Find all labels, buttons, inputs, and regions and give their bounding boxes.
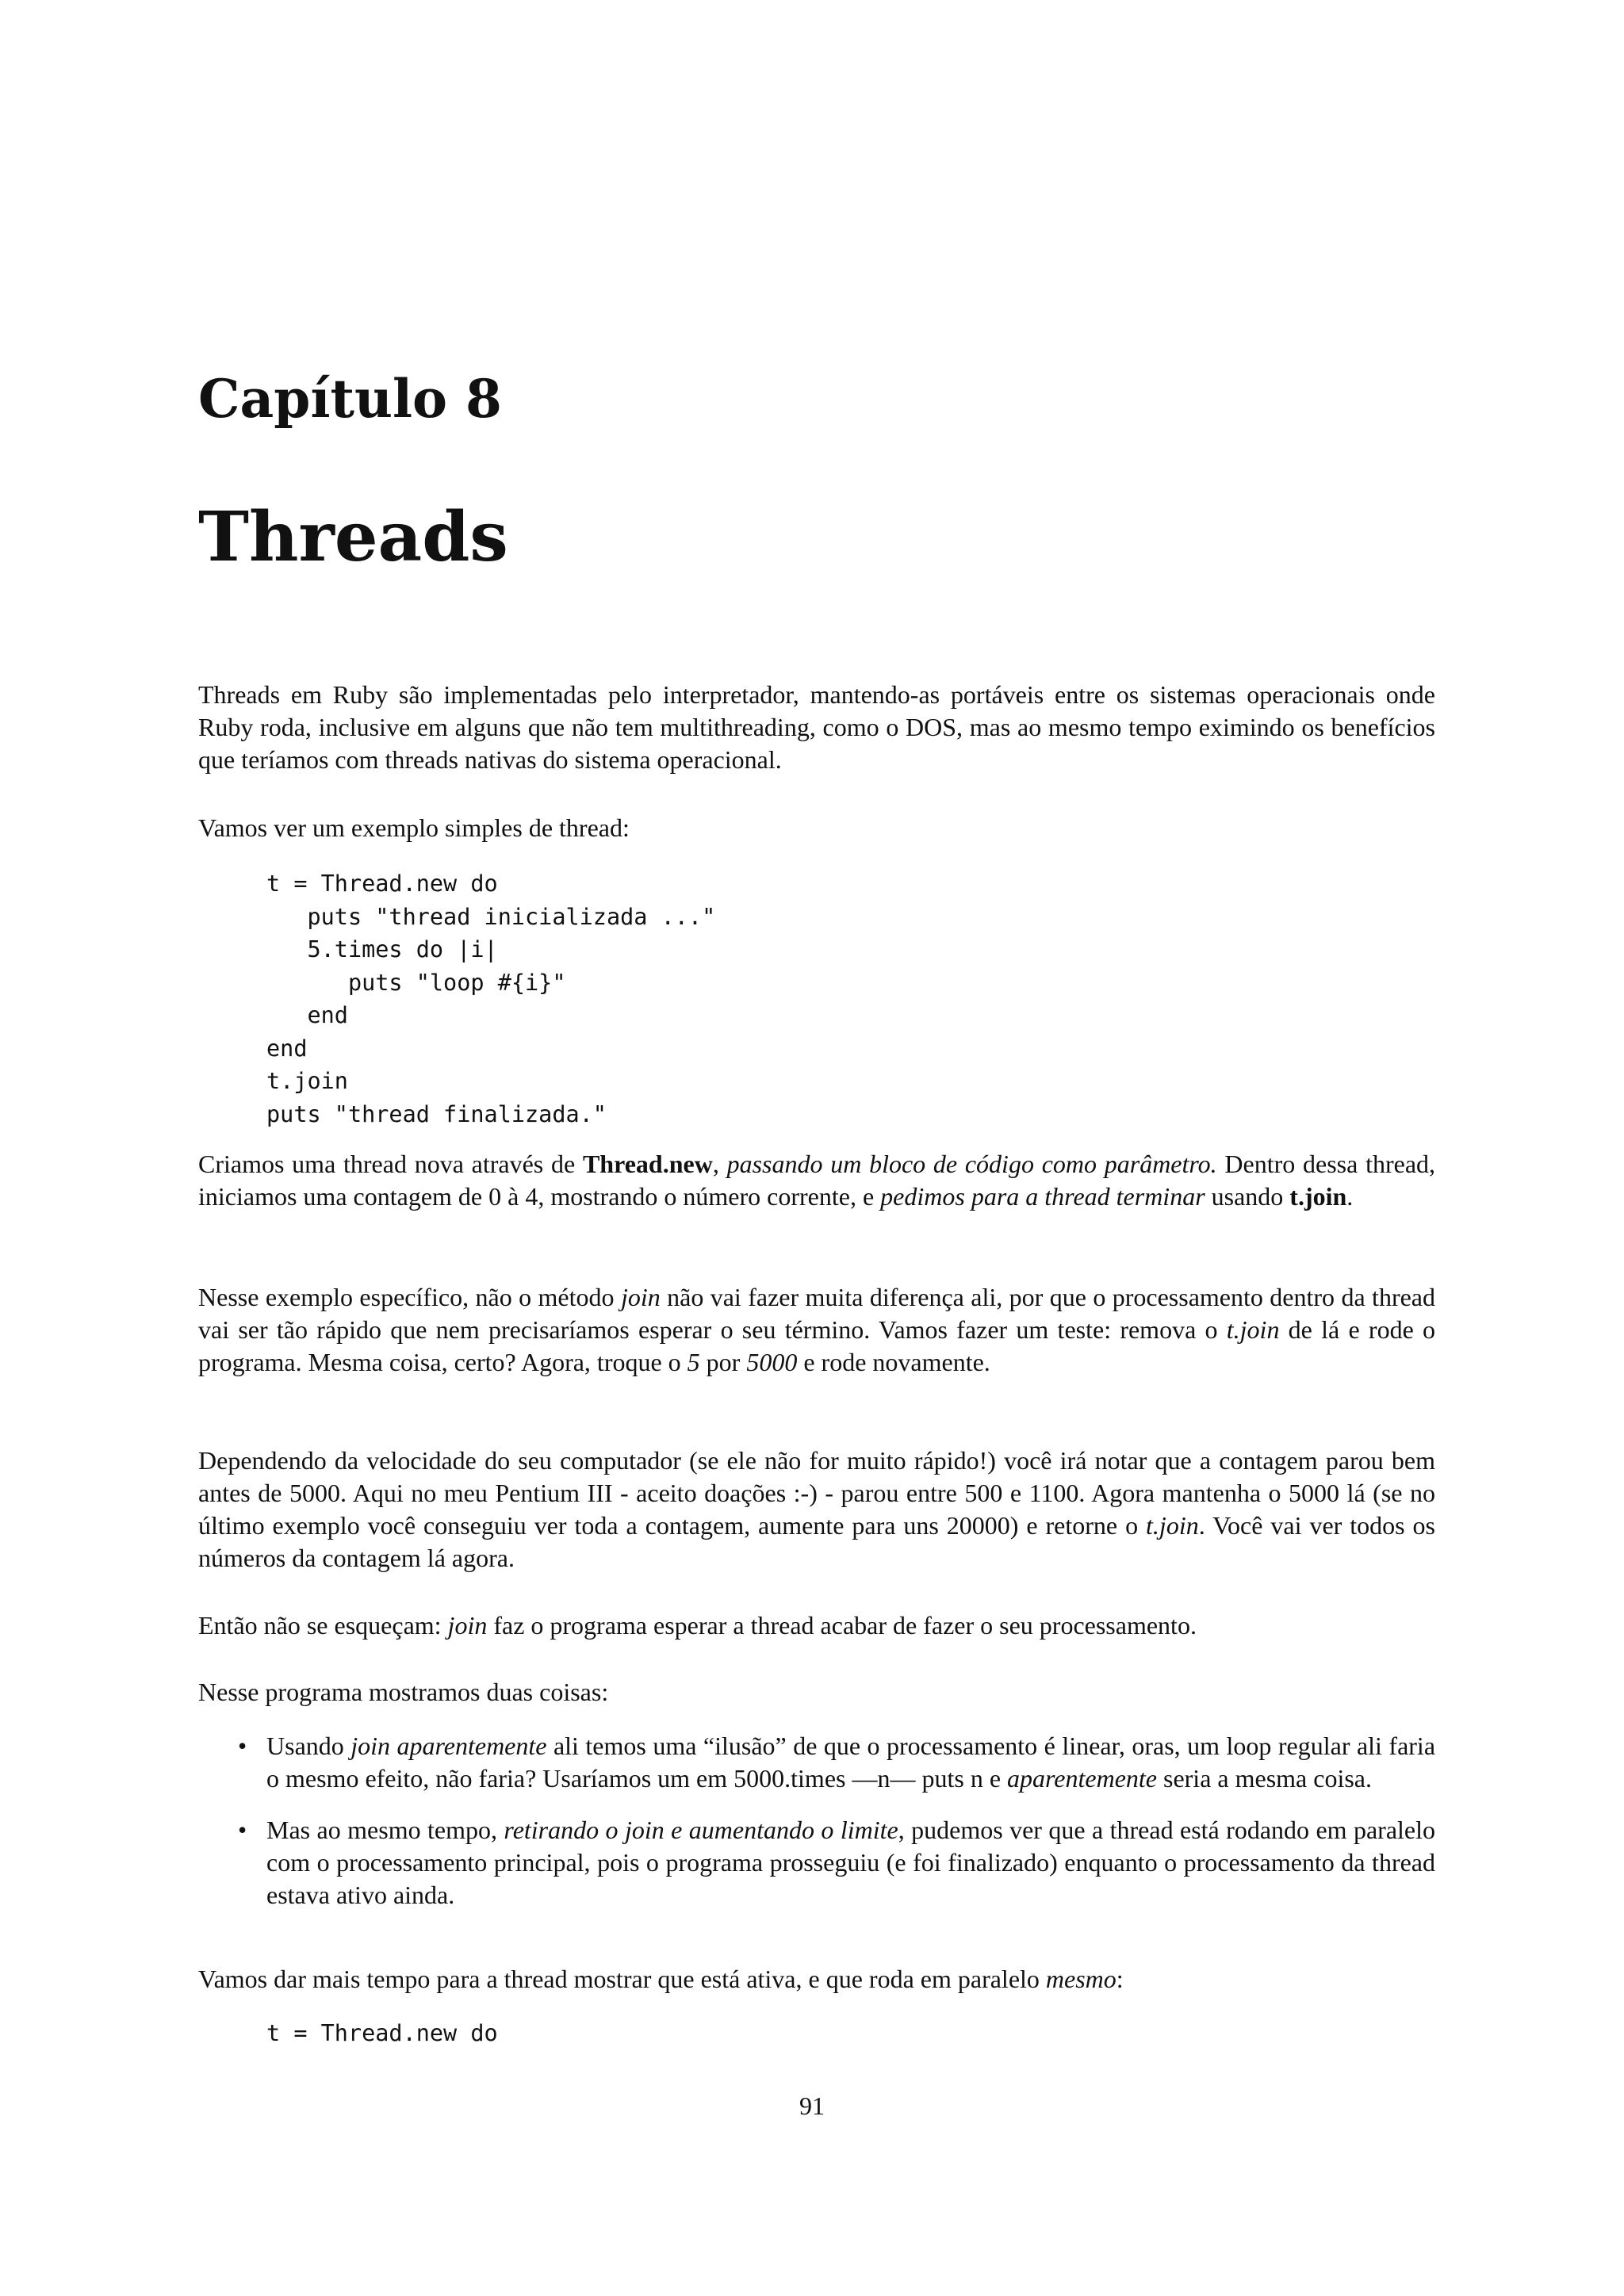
page-number: 91: [799, 2091, 825, 2120]
emphasis-text: 5: [687, 1348, 700, 1376]
text-run: Criamos uma thread nova através de: [198, 1150, 583, 1178]
text-run: Dependendo da velocidade do seu computador (se ele não for muito rápido!) você irá notar que a contagem parou bem antes de 5000. Aqui no meu Pentium III - aceito doações :-) - parou entre 500 e 1100. Agora mantenha o 5000 lá (se no último exemplo você conseguiu ver toda a contagem, aumente para uns 20000) e retorne o: [198, 1446, 1435, 1540]
bullet-list: [198, 1730, 1435, 1931]
text-run: . Você vai ver todos os números da contagem lá agora.: [198, 1511, 1436, 1572]
emphasis-text: aparentemente: [1007, 1764, 1157, 1793]
example-intro-paragraph: Vamos ver um exemplo simples de thread:: [198, 813, 630, 842]
text-run: não vai fazer muita diferença ali, por que o processamento dentro da thread vai ser tão rápido que nem precisaríamos esperar o seu término. Vamos fazer um teste: remova o: [198, 1283, 1436, 1344]
emphasis-text: retirando o join e aumentando o limite: [504, 1816, 898, 1844]
text-run: Dentro dessa thread, iniciamos uma contagem de 0 à 4, mostrando o número corrente, e: [198, 1150, 1436, 1211]
chapter-title: Threads: [198, 497, 508, 577]
chapter-label: Capítulo 8: [198, 368, 502, 430]
text-run: ali temos uma “ilusão” de que o processamento é linear, oras, um loop regular ali faria o mesmo efeito, não faria? Usaríamos um em 5000.times —n— puts n e: [266, 1732, 1436, 1793]
two-things-paragraph: Nesse programa mostramos duas coisas:: [198, 1678, 609, 1706]
list-item: [198, 1814, 1435, 1911]
text-run: Nesse exemplo específico, não o método: [198, 1283, 621, 1311]
emphasis-text: t.join: [1146, 1511, 1199, 1540]
text-run: faz o programa esperar a thread acabar de fazer o seu processamento.: [487, 1611, 1197, 1640]
bullet-icon: •: [238, 1816, 247, 1844]
emphasis-text: t.join: [1226, 1315, 1280, 1344]
text-run: e rode novamente.: [797, 1348, 990, 1376]
emphasis-text: join: [447, 1611, 488, 1640]
text-run: , pudemos ver que a thread está rodando em paralelo com o processamento principal, pois o programa prosseguiu (e foi finalizado) enquanto o processamento da thread estava ativo ainda.: [266, 1816, 1436, 1909]
emphasis-text: join aparentemente: [350, 1732, 547, 1760]
text-run: Então não se esqueçam:: [198, 1611, 448, 1640]
text-run: por: [699, 1348, 747, 1376]
join-test-paragraph: [198, 1281, 1435, 1379]
emphasis-text: 5000: [746, 1348, 798, 1376]
code-term-thread-new: Thread.new: [582, 1150, 713, 1178]
emphasis-text: mesmo: [1045, 1965, 1116, 1993]
bullet-icon: •: [238, 1732, 247, 1760]
parallel-intro-paragraph: [198, 1963, 1435, 1996]
emphasis-text: join: [620, 1283, 661, 1311]
text-run: seria a mesma coisa.: [1156, 1764, 1372, 1793]
text-run: Mas ao mesmo tempo,: [266, 1816, 504, 1844]
thread-explanation-paragraph: [198, 1148, 1435, 1213]
text-run: de lá e rode o programa. Mesma coisa, certo? Agora, troque o: [198, 1315, 1436, 1376]
join-summary-paragraph: [198, 1609, 1435, 1642]
text-run: usando: [1205, 1182, 1290, 1211]
text-run: Usando: [266, 1732, 351, 1760]
text-run: .: [1346, 1182, 1354, 1211]
code-block-parallel-example: t = Thread.new do: [266, 2020, 498, 2046]
emphasis-text: pedimos para a thread terminar: [880, 1182, 1205, 1211]
emphasis-text: passando um bloco de código como parâmetro.: [726, 1150, 1217, 1178]
speed-paragraph: [198, 1445, 1435, 1575]
code-block-thread-example: t = Thread.new do puts "thread inicializada ..." 5.times do |i| puts "loop #{i}" end end t.join puts "thread finalizada.": [266, 871, 716, 1127]
text-run: :: [1116, 1965, 1124, 1993]
text-run: Vamos dar mais tempo para a thread mostrar que está ativa, e que roda em paralelo: [198, 1965, 1046, 1993]
intro-paragraph: Threads em Ruby são implementadas pelo interpretador, mantendo-as portáveis entre os sistemas operacionais onde Ruby roda, inclusive em alguns que não tem multithreading, como o DOS, mas ao mesmo tempo eximindo os benefícios que teríamos com threads nativas do sistema operacional.: [198, 680, 1435, 774]
code-term-t-join: t.join: [1289, 1182, 1347, 1211]
text-run: ,: [712, 1150, 727, 1178]
list-item: [198, 1730, 1435, 1795]
